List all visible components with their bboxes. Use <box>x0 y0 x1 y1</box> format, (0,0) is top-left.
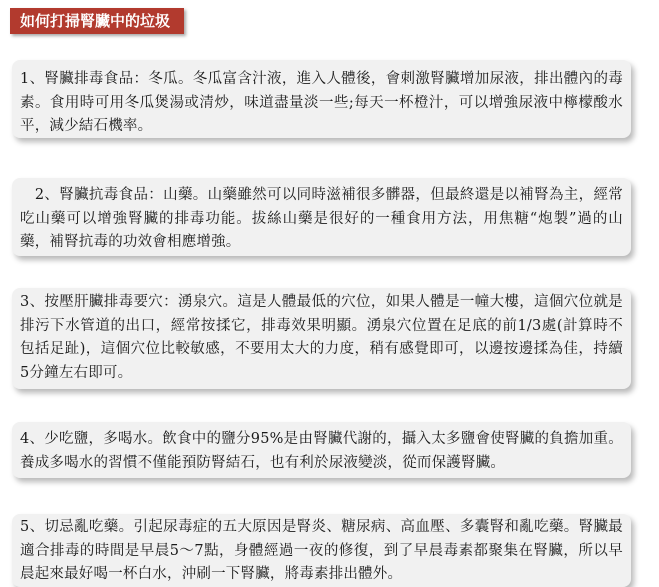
article-title: 如何打掃腎臟中的垃圾 <box>10 8 184 34</box>
tip-card-2 <box>12 178 631 256</box>
tip-text-5: 5、切忌亂吃藥。引起尿毒症的五大原因是腎炎、糖尿病、高血壓、多囊腎和亂吃藥。腎臟最適合排毒的時間是早晨5～7點，身體經過一夜的修復，到了早晨毒素都聚集在腎臟，所以早晨起來最好喝一杯白水，沖刷一下腎臟，將毒素排出體外。 <box>20 519 623 582</box>
tip-text-2: 2、腎臟抗毒食品：山藥。山藥雖然可以同時滋補很多髒器，但最終還是以補腎為主，經常吃山藥可以增強腎臟的排毒功能。拔絲山藥是很好的一種食用方法，用焦糖“炮製”過的山藥，補腎抗毒的功效會相應增強。 <box>20 187 623 250</box>
tip-card-4 <box>12 422 631 478</box>
tip-card-1 <box>12 60 631 138</box>
tip-text-4: 4、少吃鹽，多喝水。飲食中的鹽分95%是由腎臟代謝的，攝入太多鹽會使腎臟的負擔加重。養成多喝水的習慣不僅能預防腎結石，也有利於尿液變淡，從而保護腎臟。 <box>20 431 623 471</box>
tip-card-5 <box>12 514 631 587</box>
tip-text-1: 1、腎臟排毒食品：冬瓜。冬瓜富含汁液，進入人體後，會刺激腎臟增加尿液，排出體內的毒素。食用時可用冬瓜煲湯或清炒，味道盡量淡一些;每天一杯橙汁，可以增強尿液中檸檬酸水平，減少結石機率。 <box>20 71 623 134</box>
tip-card-3 <box>12 288 631 389</box>
tip-text-3: 3、按壓肝臟排毒要穴：湧泉穴。這是人體最低的穴位，如果人體是一幢大樓，這個穴位就是排污下水管道的出口，經常按揉它，排毒效果明顯。湧泉穴位置在足底的前1/3處(計算時不包括足趾)，這個穴位比較敏感，不要用太大的力度，稍有感覺即可，以邊按邊揉為佳，持續5分鐘左右即可。 <box>20 294 623 381</box>
